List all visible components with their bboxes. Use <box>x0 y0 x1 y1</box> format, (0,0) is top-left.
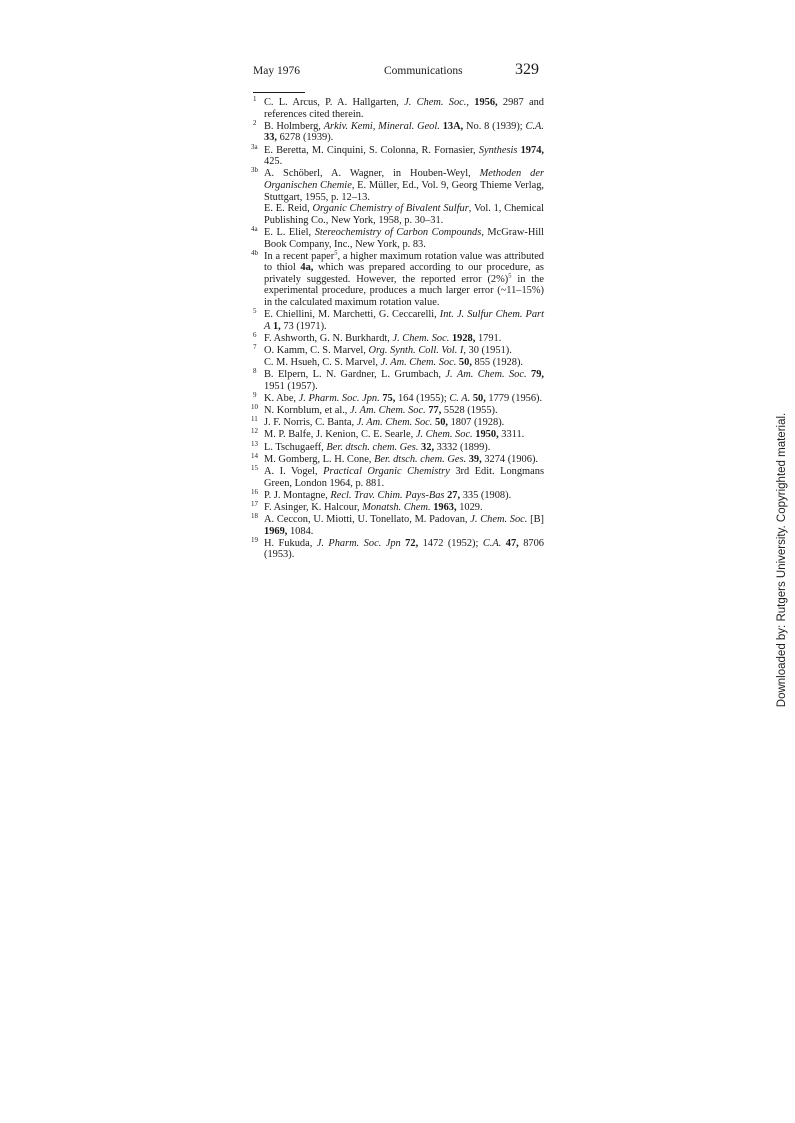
reference-text: M. Gomberg, L. H. Cone, Ber. dtsch. chem. Ges. 39, 3274 (1906). <box>264 453 539 465</box>
reference-number: 16 <box>251 487 258 496</box>
reference-item <box>253 333 544 345</box>
issue-date: May 1976 <box>253 65 300 77</box>
reference-text: O. Kamm, C. S. Marvel, Org. Synth. Coll. Vol. I, 30 (1951). <box>264 345 512 357</box>
reference-text: K. Abe, J. Pharm. Soc. Jpn. 75, 164 (1955); C. A. 50, 1779 (1956). <box>264 392 543 404</box>
reference-number: 8 <box>253 367 257 375</box>
reference-text: C. L. Arcus, P. A. Hallgarten, J. Chem. Soc., 1956, 2987 and references cited therein. <box>264 97 544 120</box>
reference-item <box>251 248 545 309</box>
reference-item <box>251 499 544 514</box>
reference-number: 13 <box>251 439 258 448</box>
reference-number: 12 <box>251 427 258 436</box>
reference-number: 4b <box>251 248 258 257</box>
reference-text: A. Ceccon, U. Miotti, U. Tonellato, M. Padovan, J. Chem. Soc. [B] 1969, 1084. <box>264 514 544 537</box>
reference-text: L. Tschugaeff, Ber. dtsch. chem. Ges. 32, 3332 (1899). <box>264 441 491 453</box>
reference-text: C. M. Hsueh, C. S. Marvel, J. Am. Chem. Soc. 50, 855 (1928). <box>264 356 524 368</box>
reference-item <box>253 417 544 429</box>
download-watermark: Downloaded by: Rutgers University. Copyrighted material. <box>776 412 788 708</box>
reference-item <box>253 309 544 332</box>
reference-number: 6 <box>253 331 257 340</box>
reference-text: P. J. Montagne, Recl. Trav. Chim. Pays-Bas 27, 335 (1908). <box>264 489 512 501</box>
reference-list <box>253 97 544 562</box>
reference-text: E. E. Reid, Organic Chemistry of Bivalent Sulfur, Vol. 1, Chemical Publishing Co., New York, 1958, p. 30–31. <box>264 203 544 226</box>
reference-number: 14 <box>251 451 258 460</box>
reference-item <box>253 168 544 226</box>
reference-text: B. Holmberg, Arkiv. Kemi, Mineral. Geol. 13A, No. 8 (1939); C.A. 33, 6278 (1939). <box>264 120 544 144</box>
reference-number: 5 <box>253 307 257 316</box>
reference-text: E. Chiellini, M. Marchetti, G. Ceccarelli, Int. J. Sulfur Chem. Part A 1, 73 (1971). <box>264 309 544 332</box>
reference-text: F. Asinger, K. Halcour, Monatsh. Chem. 1963, 1029. <box>264 501 483 513</box>
reference-text: A. I. Vogel, Practical Organic Chemistry 3rd Edit. Longmans Green, London 1964, p. 881. <box>264 465 544 489</box>
reference-item <box>251 463 544 489</box>
reference-number: 15 <box>251 463 258 472</box>
page-number: 329 <box>515 61 539 78</box>
reference-number: 3b <box>251 166 258 175</box>
reference-text: E. L. Eliel, Stereochemistry of Carbon Compounds, McGraw-Hill Book Company, Inc., New York, p. 83. <box>264 226 544 250</box>
reference-item <box>253 97 544 120</box>
reference-item <box>251 142 544 168</box>
reference-number: 11 <box>251 415 258 424</box>
reference-item <box>251 402 544 417</box>
reference-item <box>251 451 544 466</box>
reference-text: M. P. Balfe, J. Kenion, C. E. Searle, J. Chem. Soc. 1950, 3311. <box>264 429 525 441</box>
page-header <box>253 63 543 81</box>
reference-number: 17 <box>251 499 258 508</box>
reference-number: 4a <box>251 224 258 233</box>
reference-number: 18 <box>251 512 258 521</box>
reference-text: N. Kornblum, et al., J. Am. Chem. Soc. 77, 5528 (1955). <box>264 404 498 416</box>
reference-number: 2 <box>253 118 257 127</box>
reference-number: 7 <box>253 343 257 352</box>
reference-item <box>251 487 544 502</box>
reference-text: B. Elpern, L. N. Gardner, L. Grumbach, J. Am. Chem. Soc. 79, 1951 (1957). <box>264 369 545 392</box>
reference-text: F. Ashworth, G. N. Burkhardt, J. Chem. Soc. 1928, 1791. <box>264 333 502 345</box>
reference-text: E. Beretta, M. Cinquini, S. Colonna, R. Fornasier, Synthesis 1974, 425. <box>264 144 544 168</box>
reference-text: H. Fukuda, J. Pharm. Soc. Jpn 72, 1472 (1952); C.A. 47, 8706 (1953). <box>264 537 544 561</box>
reference-text: In a recent paper$^5$, a higher maximum rotation value was attributed to thiol 4a, which was prepared according to our procedure, as privately suggested. However, the reported error $(2\%)^5$ in the experimental procedure, produces a much larger error (~11–15%) in the calculated maximum rotation value. <box>264 249 545 309</box>
section-title: Communications <box>384 65 463 77</box>
reference-item <box>251 535 544 561</box>
reference-item <box>253 390 544 405</box>
reference-number: 1 <box>253 95 257 103</box>
reference-number: 9 <box>253 390 257 399</box>
reference-text: J. F. Norris, C. Banta, J. Am. Chem. Soc. 50, 1807 (1928). <box>264 417 505 429</box>
footnote-rule <box>253 92 305 93</box>
reference-item <box>253 118 544 144</box>
reference-item <box>251 439 544 454</box>
reference-text: A. Schöberl, A. Wagner, in Houben-Weyl, Methoden der Organischen Chemie, E. Müller, Ed., Vol. 9, Georg Thieme Verlag, Stuttgart, 1955, p. 12–13. <box>264 168 544 203</box>
reference-number: 3a <box>251 142 258 151</box>
reference-item <box>253 514 544 537</box>
reference-number: 19 <box>251 535 258 544</box>
reference-item <box>251 224 544 250</box>
reference-item <box>253 345 544 368</box>
reference-item <box>253 369 544 392</box>
reference-number: 10 <box>251 402 258 411</box>
reference-item <box>253 429 544 441</box>
